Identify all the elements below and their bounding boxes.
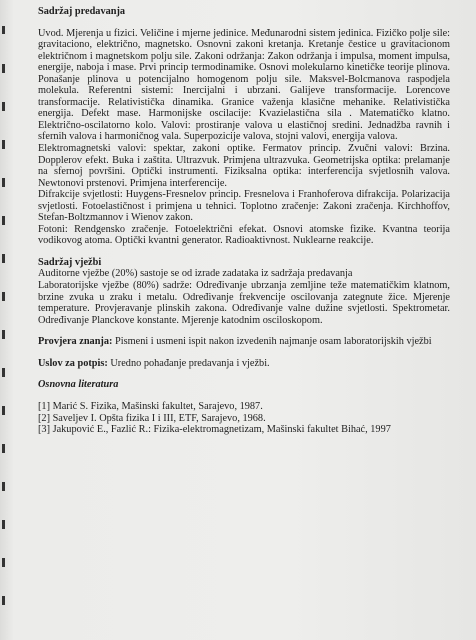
lectures-heading: Sadržaj predavanja xyxy=(38,6,126,17)
lectures-paragraph-3: Difrakcije svjetlosti: Huygens-Fresnelov princip. Fresnelova i Franhoferova difrakcija. Polarizacija svjetlosti. Fotoelastičnost i primjena u tehnici. Toplotno zračenje: Zakoni zračenja. Kirchhoffov, Stefan-Boltzmannov i Wienov zakon. xyxy=(38,189,450,224)
assessment-label: Provjera znanja: xyxy=(38,336,113,348)
lectures-paragraph-4: Fotoni: Rendgensko zračenje. Fotoelektrični efekat. Osnovi atomske fizike. Kvantna teorija vodikovog atoma. Optički kvantni generator. Radioaktivnost. Nuklearne reakcije. xyxy=(38,223,450,247)
page-content xyxy=(38,6,450,436)
literature-item-2: [2] Saveljev I. Opšta fizika I i III, ETF, Sarajevo, 1968. xyxy=(38,412,266,424)
literature-item-3: [3] Jakupović E., Fazlić R.: Fizika-elektromagnetizam, Mašinski fakultet Bihać, 1997 xyxy=(38,424,391,436)
prerequisite-text: Uredno pohađanje predavanja i vježbi. xyxy=(110,357,270,369)
lectures-paragraph-1: Uvod. Mjerenja u fizici. Veličine i mjerne jedinice. Međunarodni sistem jedinica. Fizičko polje sile: gravitaciono, električno, magnetsko. Osnovni zakoni kretanja. Kretanje čestice u gravitacionom električnom i magnetskom polju sile. Zakoni održanja: Zakon održanja i impulsa, moment impulsa, energije, naboja i mase. Prvi princip termodinamike. Osnovi molekularno kinetičke teorije plinova. Ponašanje plinova u potencijalno homogenom polju sile. Maksvel-Bolcmanova raspodjela molekula. Referentni sistemi: Inercijalni i ubrzani. Galijeve transformacije. Lorencove transformacije. Relativistička dinamika. Granice važenja klasične mehanike. Relativistička energija. Defekt mase. Harmonijske oscilacije: Kvazielastična sila . Matematičko klatno. Električno-oscilatorno kolo. Valovi: prostiranje valova u elastičnoj sredini. Jednadžba ravnih i sfernih valova i harmoničnog vala. Superpozicije valova, stojni valovi, energija valova. xyxy=(38,27,450,143)
exercises-paragraph-1: Auditorne vježbe (20%) sastoje se od izrade zadataka iz sadržaja predavanja xyxy=(38,268,353,280)
exercises-heading: Sadržaj vježbi xyxy=(38,256,102,268)
binding-holes xyxy=(2,0,7,640)
exercises-paragraph-2: Laboratorijske vježbe (80%) sadrže: Određivanje ubrzanja zemljine teže matematičkim klatnom, brzine zvuka u zraku i metalu. Određivanje frekvencije oscilovanja zategnute žice. Mjerenje temperature. Provjeravanje plinskih zakona. Određivanje valne dužine svjetlosti. Spektrometar. Određivanje Planckove konstante. Mjerenje katodnim osciloskopom. xyxy=(38,280,450,326)
assessment xyxy=(38,336,450,348)
prerequisite xyxy=(38,358,450,370)
assessment-text: Pismeni i usmeni ispit nakon izvedenih najmanje osam laboratorijskih vježbi xyxy=(115,336,432,348)
lectures-paragraph-2: Elektromagnetski valovi: spektar, zakoni optike. Fermatov princip. Zvučni valovi: Brzina. Dopplerov efekt. Buka i zaštita. Ultrazvuk. Primjena ultrazvuka. Geometrijska optika: prelamanje na sfernoj površini. Optički instrumenti. Fiziksalna optika: interferencija svjetlosnih valova. Newtonovi prstenovi. Primjena interferencije. xyxy=(38,143,450,189)
literature-heading: Osnovna literatura xyxy=(38,379,119,391)
prerequisite-label: Uslov za potpis: xyxy=(38,357,108,369)
literature-item-1: [1] Marić S. Fizika, Mašinski fakultet, Sarajevo, 1987. xyxy=(38,401,263,413)
